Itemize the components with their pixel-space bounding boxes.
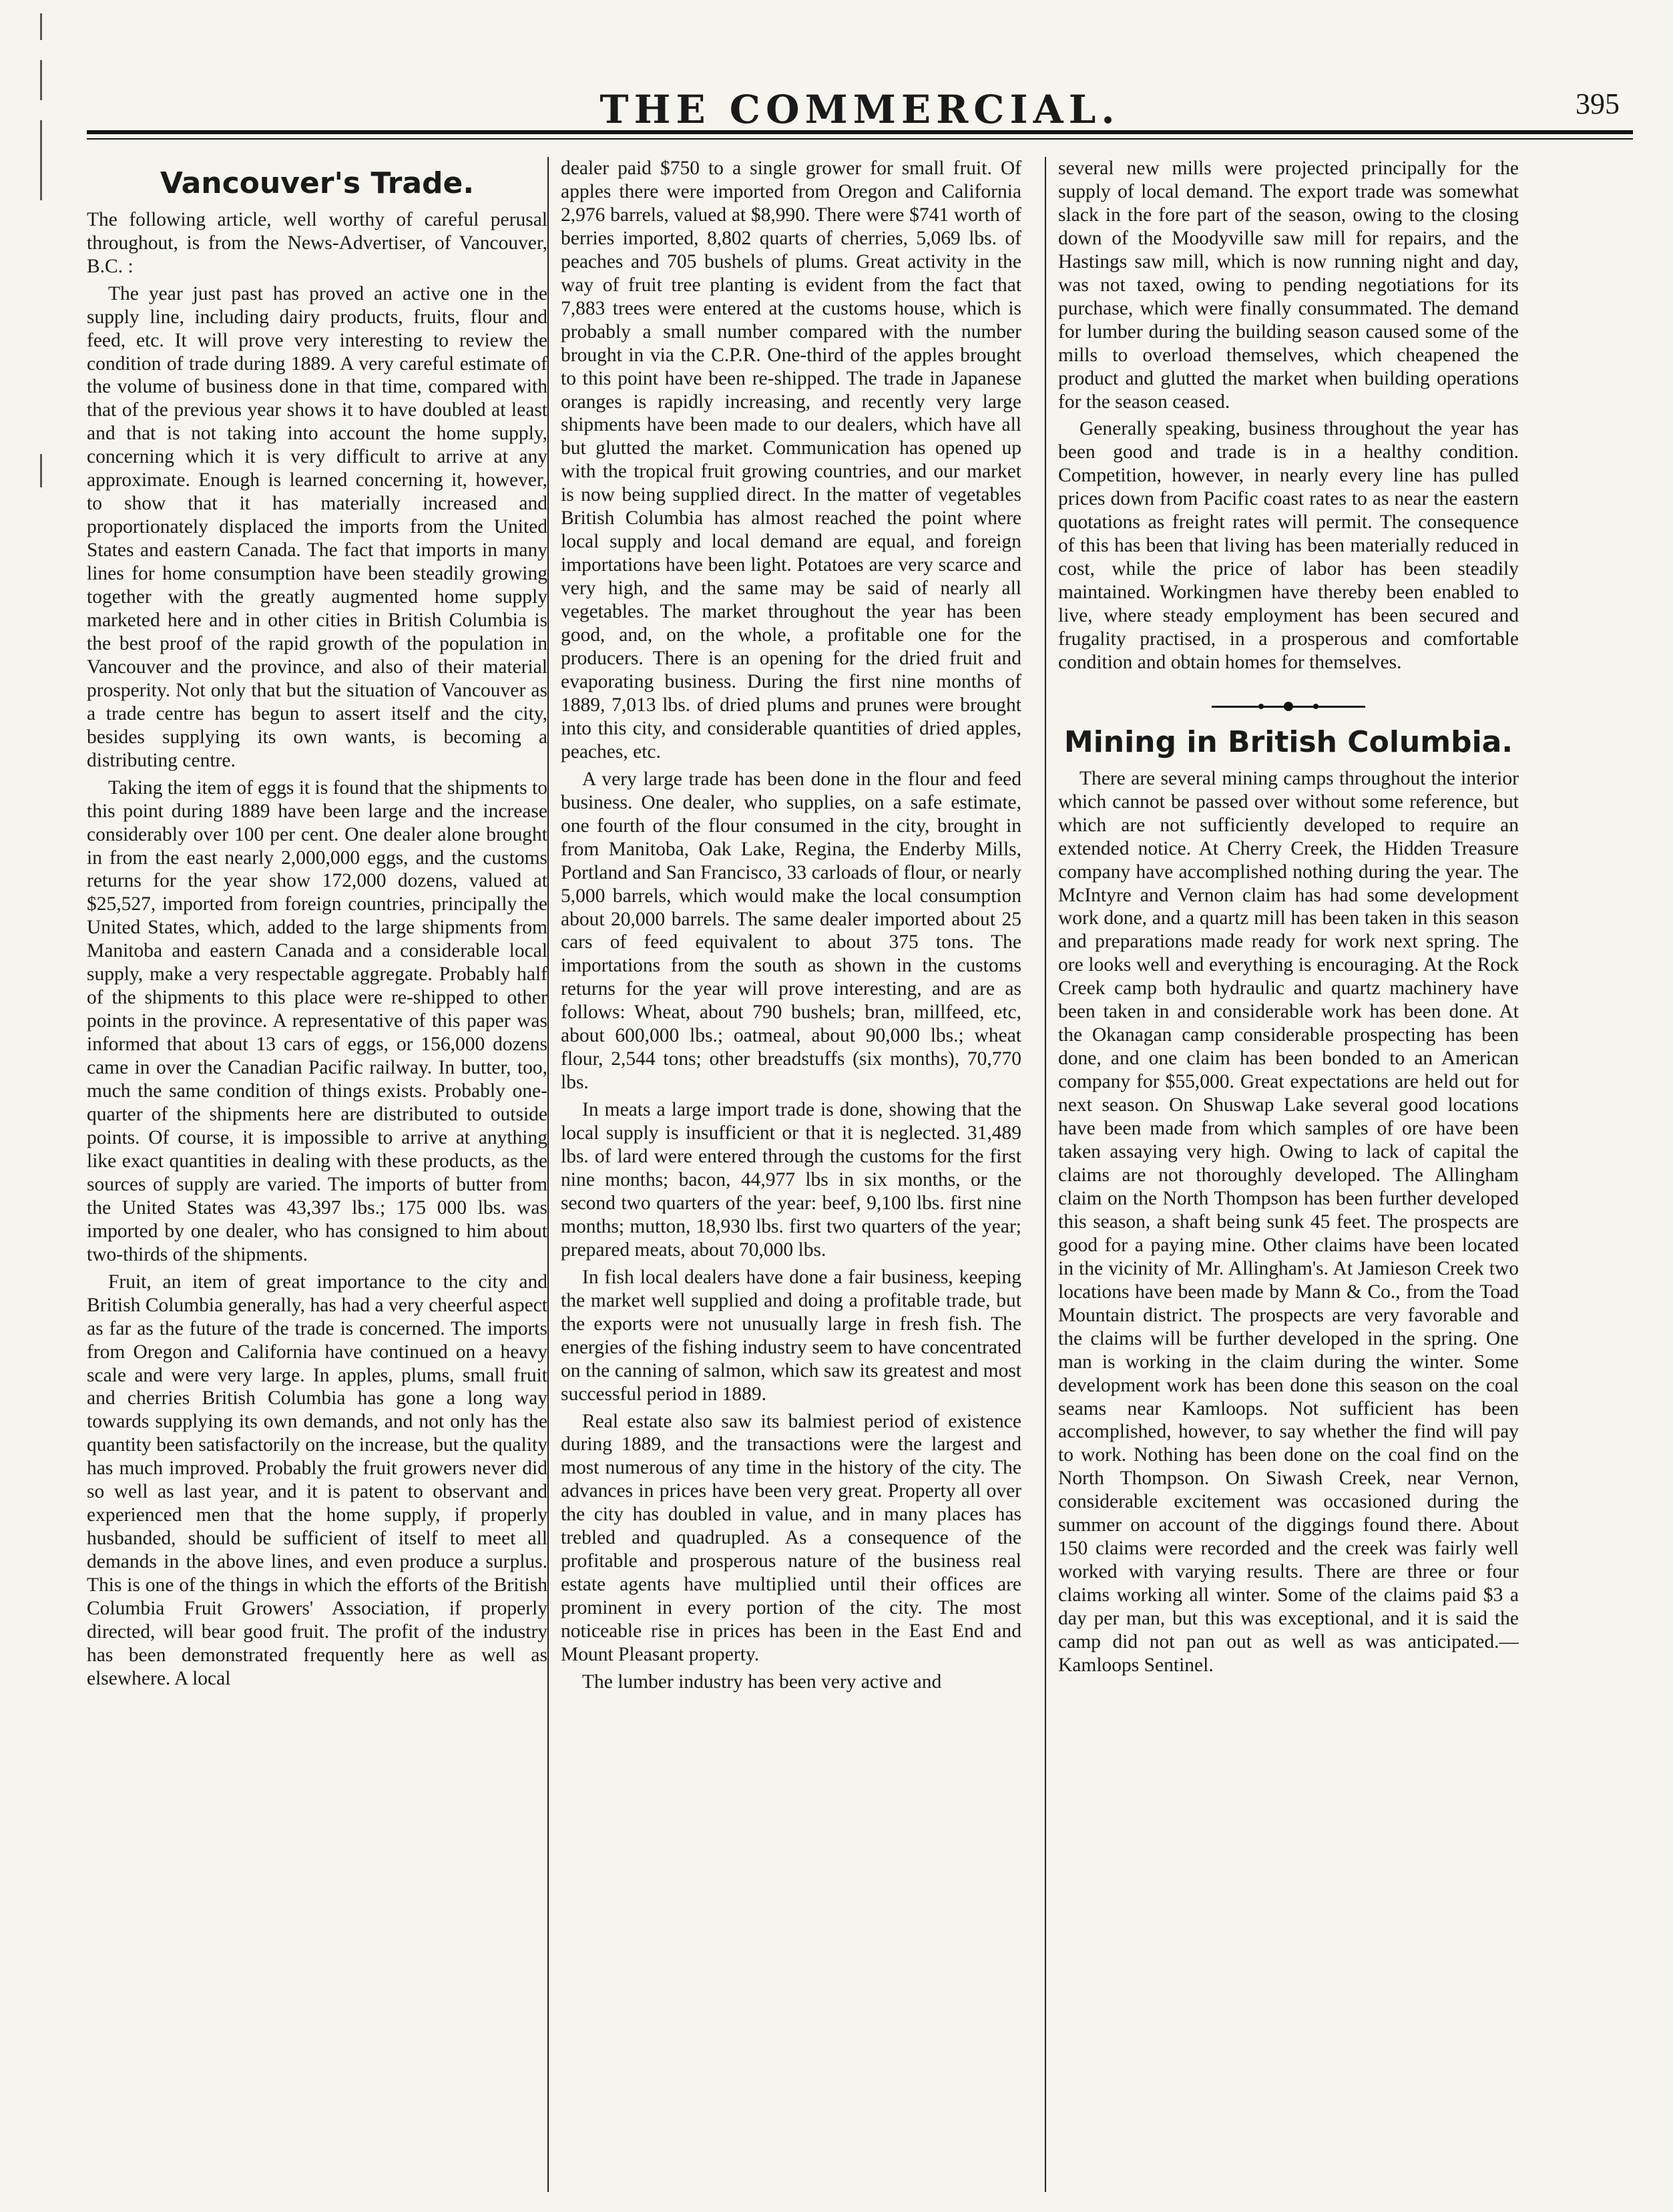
article-paragraph: A very large trade has been done in the flour and feed business. One dealer, who supplies, on a safe estimate, one fourth of the flour consumed in the city, brought in from Manitoba, Oak Lake, Regina, the Enderby Mills, Portland and San Francisco, 33 carloads of flour, or nearly 5,000 barrels, which would make the local consumption about 20,000 barrels. The same dealer imported about 25 cars of feed equivalent to about 375 tons. The importations from the south as shown in the customs returns for the year will prove interesting, and are as follows: Wheat, about 790 bushels; bran, millfeed, etc, about 600,000 lbs.; oatmeal, about 90,000 lbs.; wheat flour, 2,544 tons; other breadstuffs (six months), 70,770 lbs. [561,768,1021,1094]
article-paragraph: Real estate also saw its balmiest period of existence during 1889, and the transactions were the largest and most numerous of any time in the history of the city. The advances in prices have been very great. Property all over the city has doubled in value, and in many places has trebled and quadrupled. As a consequence of the profitable and prosperous nature of the business real estate agents have multiplied until their offices are prominent in every portion of the city. The most noticeable rise in prices has been in the East End and Mount Pleasant property. [561,1410,1021,1666]
article-paragraph: In fish local dealers have done a fair business, keeping the market well supplied and doing a profitable trade, but the exports were not unusually large in fresh fish. The energies of the fishing industry seem to have concentrated on the canning of salmon, which saw its greatest and most successful period in 1889. [561,1266,1021,1405]
article-paragraph: The year just past has proved an active one in the supply line, including dairy products, fruits, flour and feed, etc. It will prove very interesting to review the condition of trade during 1889. A very careful estimate of the volume of business done in that time, compared with that of the previous year shows it to have doubled at least and that is not taking into account the home supply, concerning which it is very difficult to arrive at any approximate. Enough is learned concerning it, however, to show that it has materially increased and proportionately displaced the imports from the United States and eastern Canada. The fact that imports in many lines for home consumption have been steadily growing together with the greatly augmented home supply marketed here and in other cities in British Columbia is the best proof of the rapid growth of the population in Vancouver and the province, and also of their material prosperity. Not only that but the situation of Vancouver as a trade centre has begun to assert itself and the city, besides supplying its own wants, is becoming a distributing centre. [87,282,547,771]
article-paragraph-continued: The lumber industry has been very active and [582,1671,942,1693]
column-2 [561,157,1021,2192]
article-heading-vancouvers-trade: Vancouver's Trade. [160,166,475,200]
article-paragraph: There are several mining camps throughout the interior which cannot be passed over without some reference, but which are not sufficiently developed to require an extended notice. At Cherry Creek, the Hidden Treasure company have accomplished nothing during the year. The McIntyre and Vernon claim has had some development work done, and a quartz mill has been taken in this season and preparations made ready for work next spring. The ore looks well and everything is encouraging. At the Rock Creek camp both hydraulic and quartz machinery have been taken in and considerable work has been done. At the Okanagan camp considerable prospecting has been done, and one claim has been bonded to an American company for $55,000. Great expectations are held out for next season. On Shuswap Lake several good locations have been made from which samples of ore have been taken assaying very high. Owing to lack of capital the claims are not thoroughly developed. The Allingham claim on the North Thompson has been further developed this season, a shaft being sunk 45 feet. The prospects are good for a paying mine. Other claims have been located in the vicinity of Mr. Allingham's. At Jamieson Creek two locations have been made by Mann & Co., from the Toad Mountain district. The prospects are very favorable and the claims will be further developed in the spring. One man is working in the claim during the winter. Some development work has been done this season on the coal seams near Kamloops. Not sufficient has been accomplished, however, to say whether the find will pay to work. Nothing has been done on the coal find on the North Thompson. On Siwash Creek, near Vernon, considerable excitement was occasioned during the summer on account of the diggings found there. About 150 claims were recorded and the creek was fairly well worked with varying results. There are three or four claims working all winter. Some of the claims paid $3 a day per man, but this was exceptional, and it is said the camp did not pan out as well as was anticipated.—Kamloops Sentinel. [1058,767,1519,1676]
newspaper-title: THE COMMERCIAL. [600,87,1120,132]
article-paragraph-continuation: several new mills were projected principally for the supply of local demand. The export trade was somewhat slack in the fore part of the season, owing to the closing down of the Moodyville saw mill for repairs, and the Hastings saw mill, which is now running night and day, was not taxed, owing to pending negotiations for its purchase, which were finally consummated. The demand for lumber during the building season caused some of the mills to overload themselves, which cheapened the product and glutted the market when building operations for the season ceased. [1058,158,1519,413]
article-paragraph: In meats a large import trade is done, showing that the local supply is insufficient or that it is neglected. 31,489 lbs. of lard were entered through the customs for the first nine months; bacon, 44,977 lbs in six months, or the second two quarters of the year: beef, 9,100 lbs. first nine months; mutton, 18,930 lbs. first two quarters of the year; prepared meats, about 70,000 lbs. [561,1099,1021,1261]
masthead-rule-thin [87,138,1633,140]
article-paragraph-continued: Fruit, an item of great importance to the city and British Columbia generally, has had a very cheerful aspect as far as the future of the trade is concerned. The imports from Oregon and California have continued on a heavy scale and were very large. In apples, plums, small fruit and cherries British Columbia has gone a long way towards supplying its own demands, and not only has the quantity been satisfactorily on the increase, but the quality has much improved. Probably the fruit growers never did so well as last year, and it is patent to observant and experienced men that the home supply, if properly husbanded, should be sufficient of itself to meet all demands in the above lines, and even produce a surplus. This is one of the things in which the efforts of the British Columbia Fruit Growers' Association, if properly directed, will bear good fruit. The profit of the industry has been demonstrated frequently here as well as elsewhere. A local [87,1271,547,1689]
masthead-rule-thick [87,130,1633,134]
column-rule-1 [547,157,549,2192]
page-number: 395 [1576,87,1620,120]
column-rule-2 [1045,157,1046,2192]
masthead [87,80,1633,147]
column-1 [87,157,547,2192]
article-paragraph: Generally speaking, business throughout the year has been good and trade is in a healthy condition. Competition, however, in nearly every line has pulled prices down from Pacific coast rates to as near the eastern quotations as freight rates will permit. The consequence of this has been that living has been materially reduced in cost, while the price of labor has been steadily maintained. Workingmen have thereby been enabled to live, where steady employment has been secured and frugality practised, in a prosperous and comfortable condition and obtain homes for themselves. [1058,418,1519,674]
page-margin-marks [33,0,60,601]
column-3 [1058,157,1519,2192]
section-divider-ornament [1212,701,1365,712]
article-heading-mining: Mining in British Columbia. [1063,724,1513,759]
article-paragraph: The following article, well worthy of careful perusal throughout, is from the News-Advertiser, of Vancouver, B.C. : [87,208,547,277]
article-paragraph: Taking the item of eggs it is found that the shipments to this point during 1889 have been large and the increase considerably over 100 per cent. One dealer alone brought in from the east nearly 2,000,000 eggs, and the customs returns for the year show 172,000 dozens, valued at $25,527, imported from foreign countries, principally the United States, which, added to the large shipments from Manitoba and eastern Canada and a considerable local supply, make a very respectable aggregate. Probably half of the shipments to this place were re-shipped to other points in the province. A representative of this paper was informed that about 13 cars of eggs, or 156,000 dozens came in over the Canadian Pacific railway. In butter, too, much the same condition of things exists. Probably one-quarter of the shipments here are distributed to outside points. Of course, it is impossible to arrive at anything like exact quantities in dealing with these products, as the sources of supply are varied. The imports of butter from the United States was 43,397 lbs.; 175 000 lbs. was imported by one dealer, who has consigned to him about two-thirds of the shipments. [87,777,547,1265]
article-paragraph-continuation: dealer paid $750 to a single grower for small fruit. Of apples there were imported from Oregon and California 2,976 barrels, valued at $8,990. There were $741 worth of berries imported, 8,802 quarts of cherries, 5,069 lbs. of peaches and 705 bushels of plums. Great activity in the way of fruit tree planting is evident from the fact that 7,883 trees were entered at the customs house, which is probably a small number compared with the number brought in via the C.P.R. One-third of the apples brought to this point have been re-shipped. The trade in Japanese oranges is rapidly increasing, and recently very large shipments have been made to our dealers, which have all but glutted the market. Communication has opened up with the tropical fruit growing countries, and our market is now being supplied direct. In the matter of vegetables British Columbia has almost reached the point where local supply and local demand are equal, and foreign importations have been light. Potatoes are very scarce and very high, and the same may be said of nearly all vegetables. The market throughout the year has been good, and, on the whole, a profitable one for the producers. There is an opening for the dried fruit and evaporating business. During the first nine months of 1889, 7,013 lbs. of dried plums and prunes were brought into this city, and considerable quantities of dried apples, peaches, etc. [561,158,1021,762]
